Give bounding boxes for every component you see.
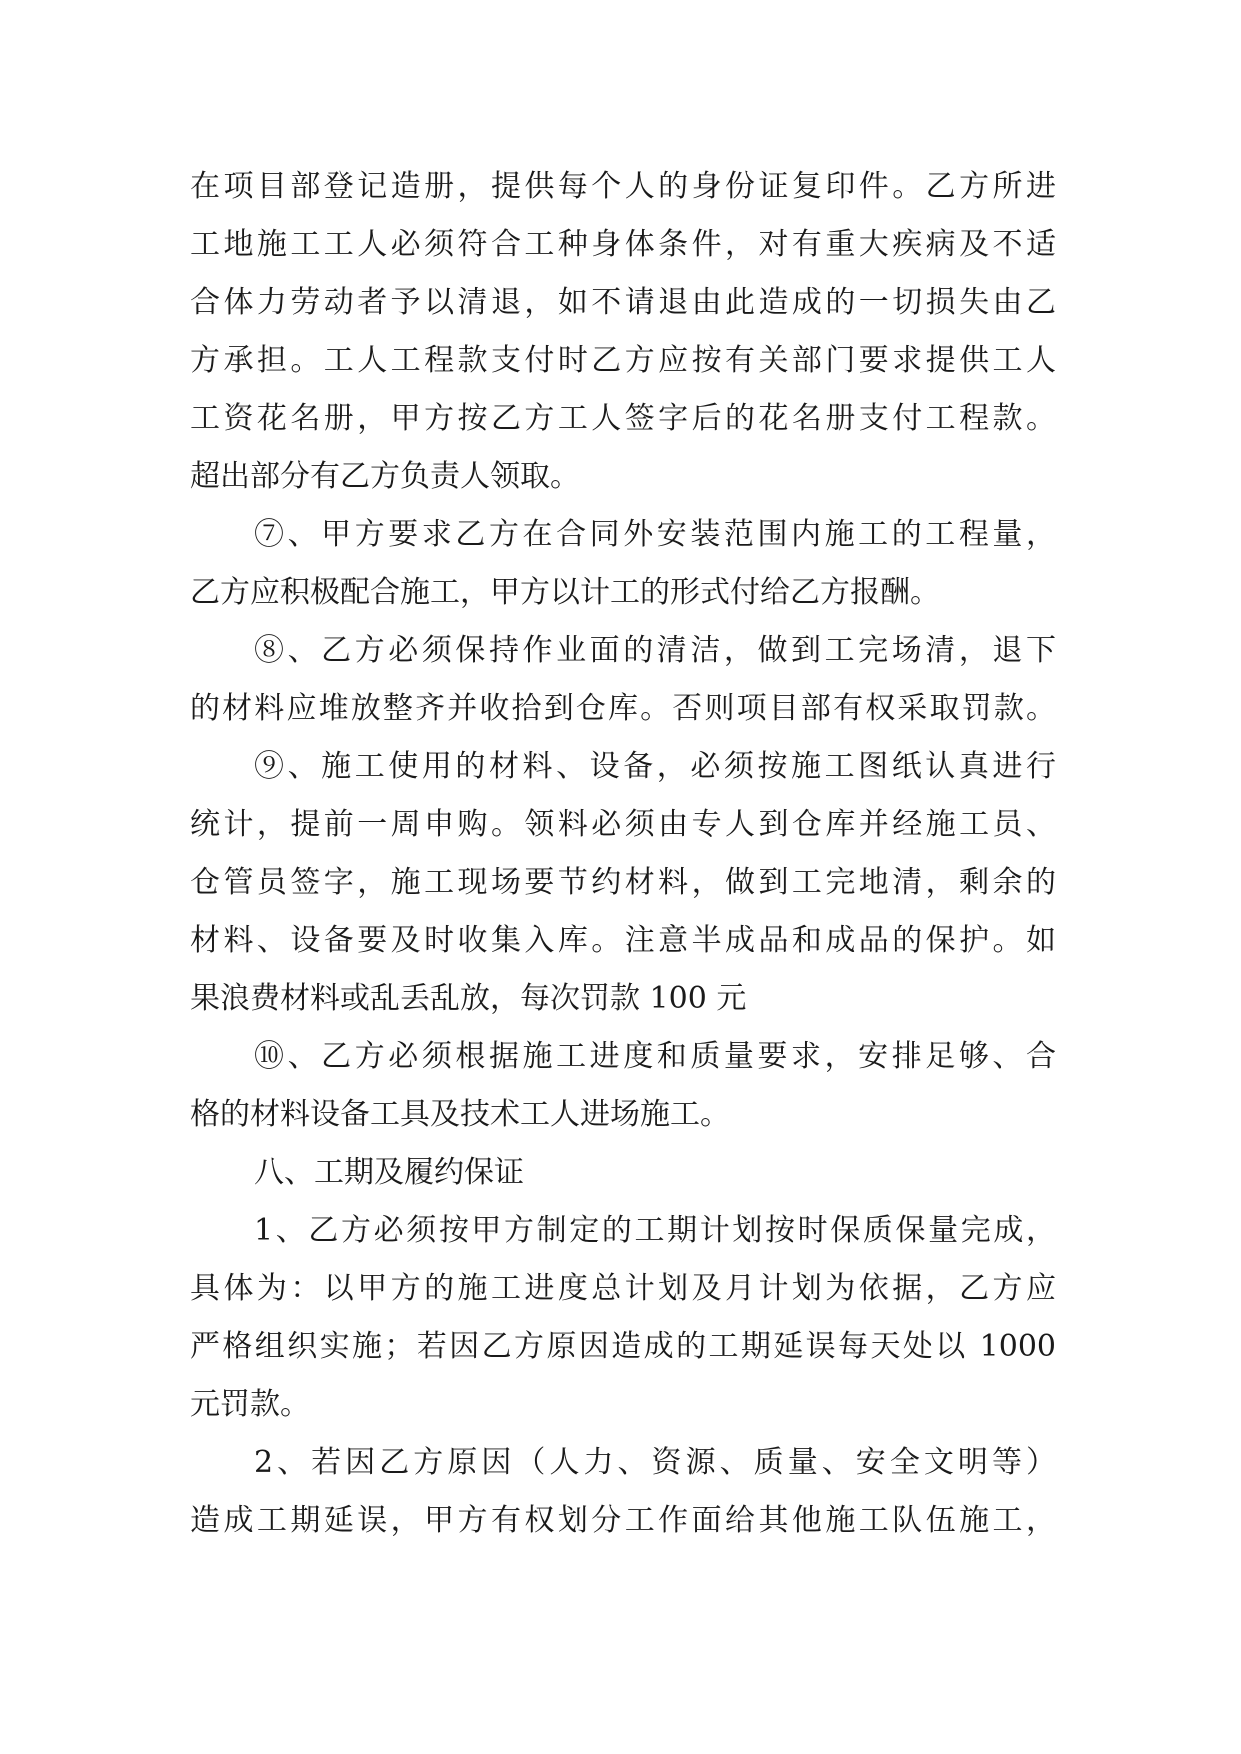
text-line: 超出部分有乙方负责人领取。 <box>190 459 580 494</box>
text-line: 造成工期延误，甲方有权划分工作面给其他施工队伍施工， <box>190 1503 1056 1538</box>
section-heading: 八、工期及履约保证 <box>254 1155 524 1190</box>
text-line: 在项目部登记造册，提供每个人的身份证复印件。乙方所进 <box>190 169 1056 204</box>
text-line: 材料、设备要及时收集入库。注意半成品和成品的保护。如 <box>190 923 1056 958</box>
text-line: 方承担。工人工程款支付时乙方应按有关部门要求提供工人 <box>190 343 1056 378</box>
text-line: 工地施工工人必须符合工种身体条件，对有重大疾病及不适 <box>190 227 1056 262</box>
text-line: 仓管员签字，施工现场要节约材料，做到工完地清，剩余的 <box>190 865 1056 900</box>
clause-10: ⑩、乙方必须根据施工进度和质量要求，安排足够、合 <box>254 1039 1056 1074</box>
text-line: 合体力劳动者予以清退，如不请退由此造成的一切损失由乙 <box>190 285 1056 320</box>
text-line: 严格组织实施；若因乙方原因造成的工期延误每天处以 1000 <box>190 1329 1056 1364</box>
text-line: 的材料应堆放整齐并收拾到仓库。否则项目部有权采取罚款。 <box>190 691 1056 726</box>
clause-8: ⑧、乙方必须保持作业面的清洁，做到工完场清，退下 <box>254 633 1056 668</box>
text-line: 工资花名册，甲方按乙方工人签字后的花名册支付工程款。 <box>190 401 1056 436</box>
item-2: 2、若因乙方原因（人力、资源、质量、安全文明等） <box>254 1445 1056 1480</box>
text-line: 乙方应积极配合施工，甲方以计工的形式付给乙方报酬。 <box>190 575 940 610</box>
text-line: 果浪费材料或乱丢乱放，每次罚款 100 元 <box>190 981 747 1016</box>
clause-9: ⑨、施工使用的材料、设备，必须按施工图纸认真进行 <box>254 749 1056 784</box>
text-line: 统计，提前一周申购。领料必须由专人到仓库并经施工员、 <box>190 807 1056 842</box>
text-line: 格的材料设备工具及技术工人进场施工。 <box>190 1097 730 1132</box>
clause-7: ⑦、甲方要求乙方在合同外安装范围内施工的工程量， <box>254 517 1056 552</box>
text-line: 元罚款。 <box>190 1387 310 1422</box>
item-1: 1、乙方必须按甲方制定的工期计划按时保质保量完成， <box>254 1213 1056 1248</box>
text-line: 具体为：以甲方的施工进度总计划及月计划为依据，乙方应 <box>190 1271 1056 1306</box>
